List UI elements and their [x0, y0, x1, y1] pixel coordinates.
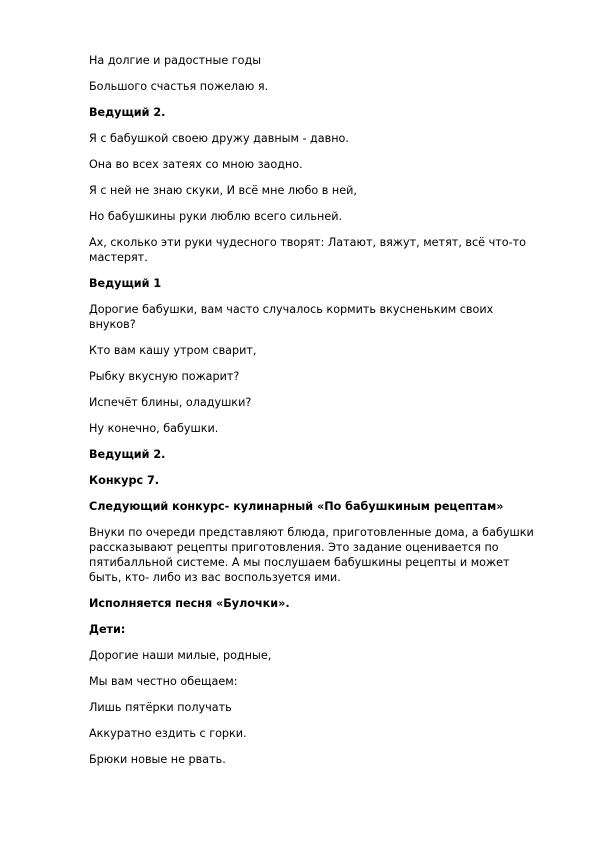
paragraph: Дорогие наши милые, родные, [89, 649, 272, 662]
paragraph: Аккуратно ездить с горки. [89, 727, 247, 740]
paragraph: Она во всех затеях со мною заодно. [89, 158, 303, 171]
paragraph: Дорогие бабушки, вам часто случалось кормить вкусненьким своих внуков? [89, 303, 494, 331]
paragraph: Я с бабушкой своею дружу давным - давно. [89, 132, 349, 145]
contest-title: Следующий конкурс- кулинарный «По бабушкиным рецептам» [89, 500, 504, 513]
song-heading: Исполняется песня «Булочки». [89, 597, 290, 610]
paragraph: Кто вам кашу утром сварит, [89, 344, 257, 357]
paragraph: Брюки новые не рвать. [89, 753, 226, 766]
paragraph: На долгие и радостные годы [89, 54, 262, 67]
contest-heading: Конкурс 7. [89, 474, 160, 487]
paragraph: Ах, сколько эти руки чудесного творят: Латают, вяжут, метят, всё что-то мастерят. [89, 236, 526, 264]
speaker-heading: Ведущий 2. [89, 106, 166, 119]
paragraph: Мы вам честно обещаем: [89, 675, 238, 688]
speaker-heading: Ведущий 2. [89, 448, 166, 461]
paragraph: Рыбку вкусную пожарит? [89, 370, 240, 383]
paragraph: Испечёт блины, оладушки? [89, 396, 252, 409]
paragraph: Лишь пятёрки получать [89, 701, 232, 714]
speaker-heading: Дети: [89, 623, 126, 636]
paragraph: Внуки по очереди представляют блюда, приготовленные дома, а бабушки рассказывают рецепты приготовления. Это задание оценивается по пятибалльной системе. А мы послушаем бабушкины рецепты и может быть, кто- либо из вас воспользуется ими. [89, 526, 534, 584]
speaker-heading: Ведущий 1 [89, 277, 162, 290]
paragraph: Я с ней не знаю скуки, И всё мне любо в ней, [89, 184, 357, 197]
paragraph: Большого счастья пожелаю я. [89, 80, 269, 93]
paragraph: Но бабушкины руки люблю всего сильней. [89, 210, 343, 223]
document-body [89, 53, 539, 778]
paragraph: Ну конечно, бабушки. [89, 422, 219, 435]
